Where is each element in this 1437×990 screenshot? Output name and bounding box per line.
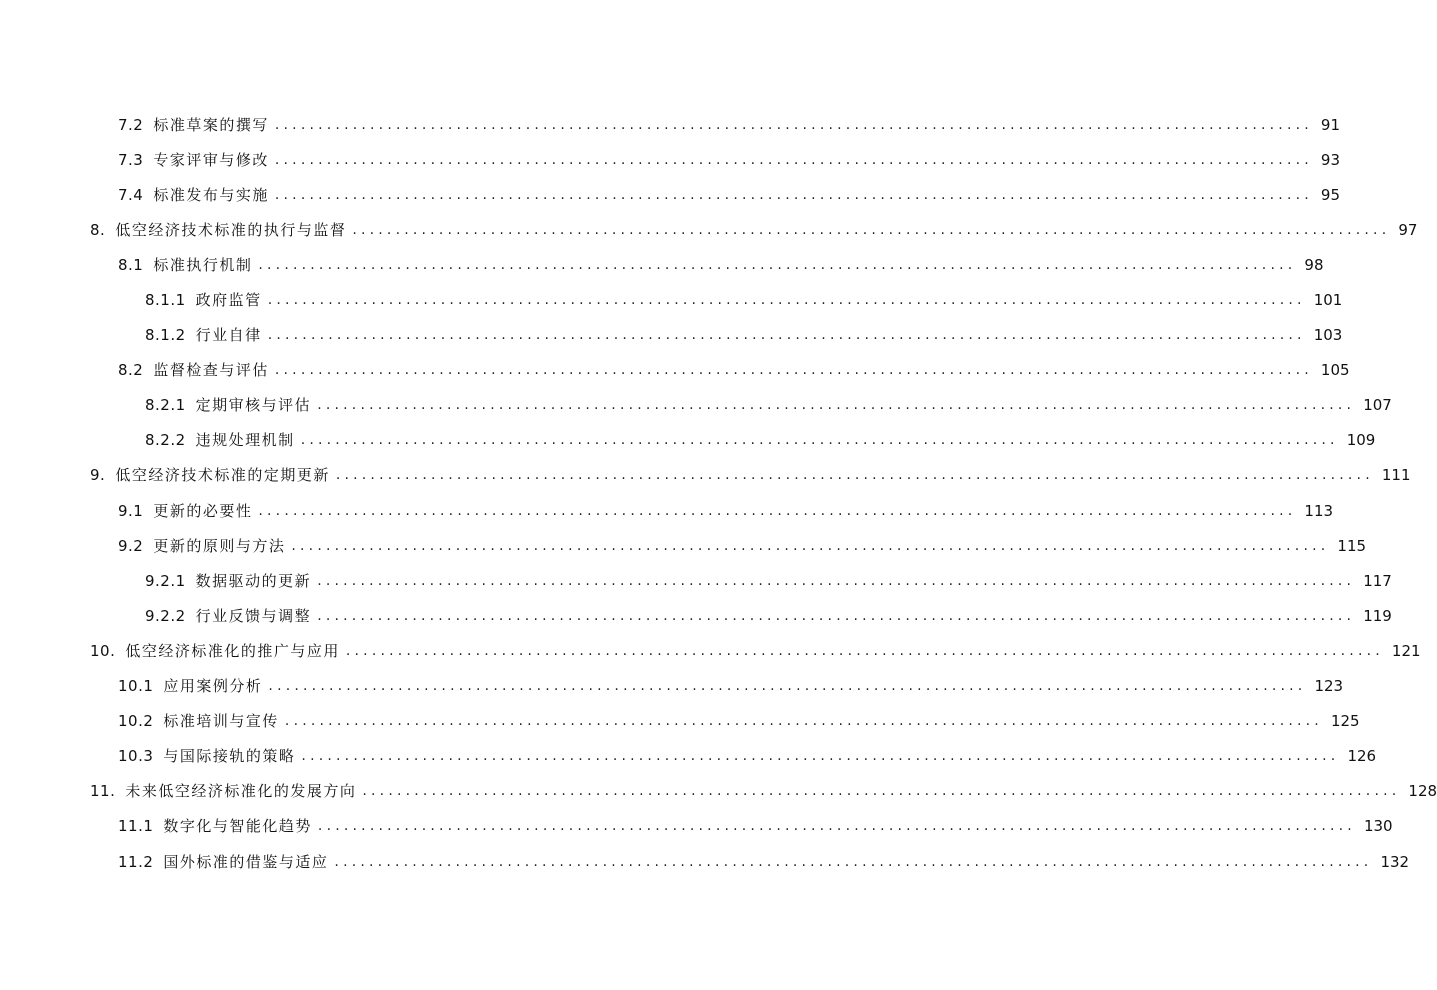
toc-entry-8-2[interactable] (0, 353, 1350, 388)
dot-leader: ........................................................................................................................ (274, 362, 1313, 379)
toc-entry-title: 数据驱动的更新 (195, 571, 312, 590)
toc-entry-page-number: 103 (1313, 326, 1343, 345)
toc-entry-page-number: 107 (1363, 396, 1392, 415)
toc-entry-title: 行业自律 (195, 326, 262, 345)
toc-entry-9-2-2[interactable] (0, 598, 1392, 633)
toc-entry-number: 9.1 (118, 501, 144, 520)
toc-entry-9[interactable] (0, 458, 1411, 493)
toc-entry-title: 低空经济标准化的推广与应用 (125, 641, 340, 660)
toc-entry-page-number: 113 (1304, 501, 1334, 520)
toc-entry-8[interactable] (0, 212, 1418, 247)
toc-entry-number: 8.1.2 (145, 326, 186, 345)
dot-leader: ........................................................................................................................ (284, 713, 1323, 730)
dot-leader: ........................................................................................................................ (291, 537, 1330, 554)
toc-entry-number: 7.2 (118, 115, 144, 134)
toc-entry-title: 行业反馈与调整 (195, 606, 312, 625)
toc-entry-number: 8.2 (118, 361, 144, 380)
toc-entry-title: 政府监管 (195, 291, 262, 310)
toc-entry-number: 10. (90, 641, 116, 660)
toc-entry-number: 11. (90, 782, 116, 801)
toc-entry-page-number: 115 (1337, 536, 1367, 555)
toc-entry-page-number: 132 (1380, 852, 1410, 871)
dot-leader: ........................................................................................................................ (274, 116, 1313, 133)
toc-entry-page-number: 119 (1363, 606, 1392, 625)
dot-leader: ........................................................................................................................ (352, 221, 1391, 238)
toc-entry-title: 标准执行机制 (153, 255, 253, 274)
toc-entry-11-1[interactable] (0, 809, 1393, 844)
toc-entry-number: 9.2.2 (145, 606, 186, 625)
toc-entry-9-2[interactable] (0, 528, 1367, 563)
toc-entry-number: 8.2.1 (145, 396, 186, 415)
dot-leader: ........................................................................................................................ (258, 256, 1297, 273)
toc-entry-page-number: 117 (1363, 571, 1392, 590)
toc-entry-title: 更新的必要性 (153, 501, 253, 520)
toc-entry-title: 定期审核与评估 (195, 396, 312, 415)
toc-entry-number: 8.2.2 (145, 431, 186, 450)
toc-entry-10-3[interactable] (0, 739, 1377, 774)
toc-entry-10-1[interactable] (0, 669, 1344, 704)
dot-leader: ........................................................................................................................ (274, 151, 1313, 168)
dot-leader: ........................................................................................................................ (334, 853, 1373, 870)
toc-entry-page-number: 121 (1391, 641, 1421, 660)
toc-entry-8-1-1[interactable] (0, 282, 1343, 317)
toc-entry-title: 国外标准的借鉴与适应 (163, 852, 329, 871)
toc-entry-page-number: 130 (1363, 817, 1393, 836)
toc-entry-title: 应用案例分析 (163, 677, 263, 696)
toc-entry-number: 7.4 (118, 185, 144, 204)
toc-entry-page-number: 109 (1346, 431, 1376, 450)
toc-entry-title: 专家评审与修改 (153, 150, 269, 169)
toc-entry-page-number: 128 (1408, 782, 1437, 801)
toc-entry-title: 低空经济技术标准的执行与监督 (115, 220, 347, 239)
dot-leader: ........................................................................................................................ (345, 642, 1384, 659)
toc-entry-title: 未来低空经济标准化的发展方向 (125, 782, 357, 801)
toc-entry-title: 与国际接轨的策略 (163, 747, 296, 766)
dot-leader: ........................................................................................................................ (335, 467, 1374, 484)
toc-entry-8-2-1[interactable] (0, 388, 1392, 423)
dot-leader: ........................................................................................................................ (317, 818, 1356, 835)
toc-entry-10-2[interactable] (0, 704, 1360, 739)
dot-leader: ........................................................................................................................ (268, 678, 1307, 695)
toc-entry-number: 7.3 (118, 150, 144, 169)
toc-entry-page-number: 126 (1347, 747, 1377, 766)
toc-entry-9-2-1[interactable] (0, 563, 1392, 598)
toc-entry-page-number: 98 (1304, 255, 1324, 274)
dot-leader: ........................................................................................................................ (300, 432, 1339, 449)
toc-entry-page-number: 101 (1313, 291, 1343, 310)
toc-entry-title: 低空经济技术标准的定期更新 (115, 466, 330, 485)
toc-entry-number: 10.2 (118, 712, 154, 731)
toc-entry-title: 标准培训与宣传 (163, 712, 279, 731)
toc-entry-11-2[interactable] (0, 844, 1410, 879)
toc-entry-number: 10.1 (118, 677, 154, 696)
toc-entry-page-number: 93 (1320, 150, 1340, 169)
toc-entry-title: 更新的原则与方法 (153, 536, 286, 555)
toc-entry-9-1[interactable] (0, 493, 1334, 528)
dot-leader: ........................................................................................................................ (258, 502, 1297, 519)
toc-entry-number: 8.1.1 (145, 291, 186, 310)
toc-entry-number: 8. (90, 220, 106, 239)
toc-entry-page-number: 123 (1314, 677, 1344, 696)
toc-entry-page-number: 105 (1320, 361, 1350, 380)
toc-entry-7-4[interactable] (0, 177, 1340, 212)
toc-entry-8-2-2[interactable] (0, 423, 1376, 458)
dot-leader: ........................................................................................................................ (267, 292, 1306, 309)
toc-entry-8-1[interactable] (0, 247, 1324, 282)
toc-entry-page-number: 95 (1320, 185, 1340, 204)
toc-entry-page-number: 97 (1398, 220, 1418, 239)
toc-entry-page-number: 111 (1381, 466, 1411, 485)
toc-entry-page-number: 125 (1330, 712, 1360, 731)
dot-leader: ........................................................................................................................ (317, 607, 1356, 624)
toc-entry-11[interactable] (0, 774, 1437, 809)
toc-entry-number: 9.2.1 (145, 571, 186, 590)
toc-entry-title: 标准草案的撰写 (153, 115, 269, 134)
toc-entry-title: 数字化与智能化趋势 (163, 817, 312, 836)
toc-entry-number: 9.2 (118, 536, 144, 555)
toc-entry-number: 11.2 (118, 852, 154, 871)
toc-entry-7-2[interactable] (0, 107, 1340, 142)
toc-entry-number: 8.1 (118, 255, 144, 274)
toc-entry-10[interactable] (0, 633, 1421, 668)
dot-leader: ........................................................................................................................ (301, 748, 1340, 765)
dot-leader: ........................................................................................................................ (317, 397, 1356, 414)
toc-entry-7-3[interactable] (0, 142, 1340, 177)
toc-entry-8-1-2[interactable] (0, 318, 1343, 353)
toc-entry-number: 10.3 (118, 747, 154, 766)
toc-entry-number: 11.1 (118, 817, 154, 836)
toc-entry-title: 标准发布与实施 (153, 185, 269, 204)
dot-leader: ........................................................................................................................ (267, 327, 1306, 344)
dot-leader: ........................................................................................................................ (274, 186, 1313, 203)
dot-leader: ........................................................................................................................ (362, 783, 1401, 800)
table-of-contents (0, 107, 1437, 879)
dot-leader: ........................................................................................................................ (317, 572, 1356, 589)
toc-entry-title: 违规处理机制 (195, 431, 295, 450)
toc-entry-title: 监督检查与评估 (153, 361, 269, 380)
toc-entry-number: 9. (90, 466, 106, 485)
toc-entry-page-number: 91 (1320, 115, 1340, 134)
